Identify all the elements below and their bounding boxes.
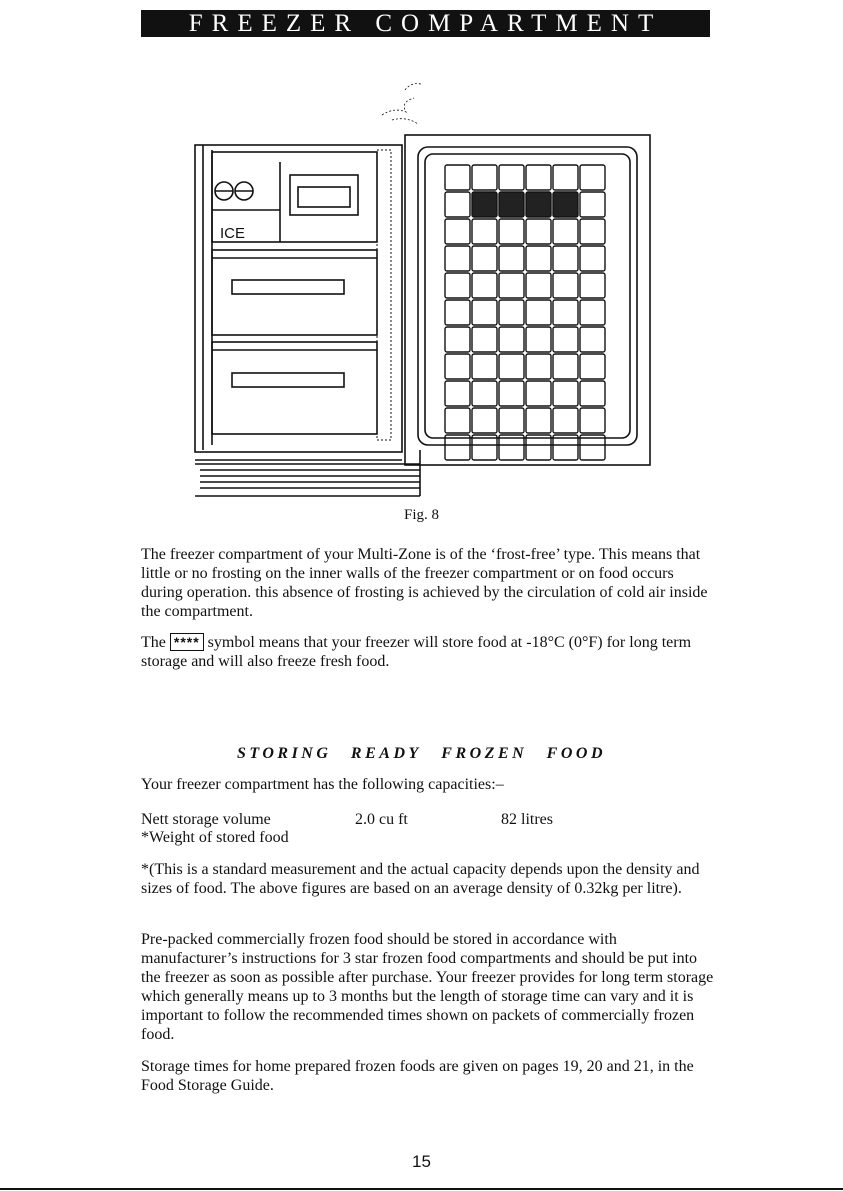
door-shelf-cell (499, 246, 524, 271)
door-shelf-cell (553, 354, 578, 379)
door-shelf-cell (580, 300, 605, 325)
door-shelf-cell (445, 327, 470, 352)
page-title: FREEZER COMPARTMENT (188, 10, 663, 37)
freezer-illustration (160, 50, 680, 520)
page-title-banner (141, 10, 710, 37)
door-shelf-cell (445, 354, 470, 379)
door-shelf-cell (580, 354, 605, 379)
door-shelf-cell (472, 219, 497, 244)
door-shelf-cell (553, 381, 578, 406)
page-number: 15 (412, 1152, 431, 1171)
door-shelf-cell (472, 354, 497, 379)
capacity-value-imperial: 2.0 cu ft (355, 811, 408, 828)
door-shelf-cell (553, 273, 578, 298)
door-shelf-cell (499, 408, 524, 433)
door-shelf-cell (472, 246, 497, 271)
door-shelf-cell (526, 354, 551, 379)
door-shelf-cell (526, 273, 551, 298)
door-shelf-cell (499, 273, 524, 298)
door-shelf-cell (526, 192, 551, 217)
ice-label: ICE (220, 225, 246, 242)
door-shelf-cell (526, 165, 551, 190)
door-shelf-cell (580, 219, 605, 244)
door-shelf-cell (499, 192, 524, 217)
storage-times-paragraph: Storage times for home prepared frozen foods are given on pages 19, 20 and 21, in the Food Storage Guide. (141, 1058, 694, 1094)
door-shelf-cell (472, 165, 497, 190)
door-shelf-cell (445, 381, 470, 406)
door-shelf-cell (445, 300, 470, 325)
prepacked-paragraph: Pre-packed commercially frozen food should be stored in accordance with manufacturer’s instructions for 3 star frozen food compartments and should be put into the freezer as soon as possible after purchase. Your freezer provides for long term storage which generally means up to 3 months but the length of storage time can vary and it is important to follow the recommended times shown on packets of commercially frozen food. (141, 931, 714, 1043)
heading-word: FROZEN (441, 745, 528, 762)
door-shelf-cell (499, 165, 524, 190)
capacity-label: Nett storage volume (141, 811, 271, 828)
door-shelf-cell (526, 246, 551, 271)
door-shelf-cell (553, 219, 578, 244)
door-shelf-cell (553, 246, 578, 271)
figure-caption: Fig. 8 (403, 507, 439, 523)
heading-word: STORING (236, 745, 332, 762)
door-shelf-cell (526, 381, 551, 406)
bottom-rule (0, 1188, 843, 1190)
door-shelf-cell (445, 219, 470, 244)
door-shelf-cell (553, 327, 578, 352)
door-shelf-cell (580, 246, 605, 271)
door-shelf-cell (445, 246, 470, 271)
door-shelf-cell (580, 273, 605, 298)
door-shelf-cell (553, 192, 578, 217)
intro-paragraph: The freezer compartment of your Multi-Zone is of the ‘frost-free’ type. This means that little or no frosting on the inner walls of the freezer compartment or on food occurs during operation. this absence of frosting is achieved by the circulation of cold air inside the compartment. (141, 546, 708, 620)
door-shelf-cell (472, 192, 497, 217)
capacity-value-metric: 82 litres (501, 811, 553, 828)
four-star-symbol-icon: **** (170, 633, 204, 651)
door-shelf-cell (553, 165, 578, 190)
door-shelf-cell (580, 327, 605, 352)
door-shelf-cell (526, 300, 551, 325)
door-shelf-cell (472, 273, 497, 298)
door-shelf-cell (499, 354, 524, 379)
door-shelf-cell (580, 408, 605, 433)
door-shelf-cell (526, 408, 551, 433)
door-shelf-cell (499, 381, 524, 406)
door-shelf-cell (553, 300, 578, 325)
door-shelf-cell (553, 408, 578, 433)
door-shelf-cell (445, 273, 470, 298)
door-shelf-cell (472, 408, 497, 433)
door-shelf-cell (499, 327, 524, 352)
door-shelf-cell (472, 381, 497, 406)
heading-word: READY (350, 745, 422, 762)
door-shelf-cell (445, 408, 470, 433)
door-shelf-cell (499, 219, 524, 244)
door-shelf-cell (445, 192, 470, 217)
star-para-suffix: symbol means that your freezer will store food at -18°C (0°F) for long term storage and will also freeze fresh food. (141, 634, 692, 670)
heading-word: FOOD (546, 745, 607, 762)
door-shelf-cell (580, 381, 605, 406)
door-shelf-cell (580, 165, 605, 190)
star-rating-paragraph (141, 633, 716, 671)
door-shelf-cell (445, 165, 470, 190)
capacities-intro: Your freezer compartment has the following capacities:– (141, 776, 504, 793)
capacity-label: *Weight of stored food (141, 829, 289, 846)
door-shelf-cell (580, 192, 605, 217)
star-para-prefix: The (141, 634, 166, 651)
door-shelf-cell (526, 219, 551, 244)
door-shelf-cell (472, 300, 497, 325)
section-heading (0, 745, 843, 763)
door-shelf-cell (499, 300, 524, 325)
door-shelf-cell (526, 327, 551, 352)
capacity-note: *(This is a standard measurement and the actual capacity depends upon the density and sizes of food. The above figures are based on an average density of 0.32kg per litre). (141, 861, 700, 897)
door-shelf-cell (472, 327, 497, 352)
